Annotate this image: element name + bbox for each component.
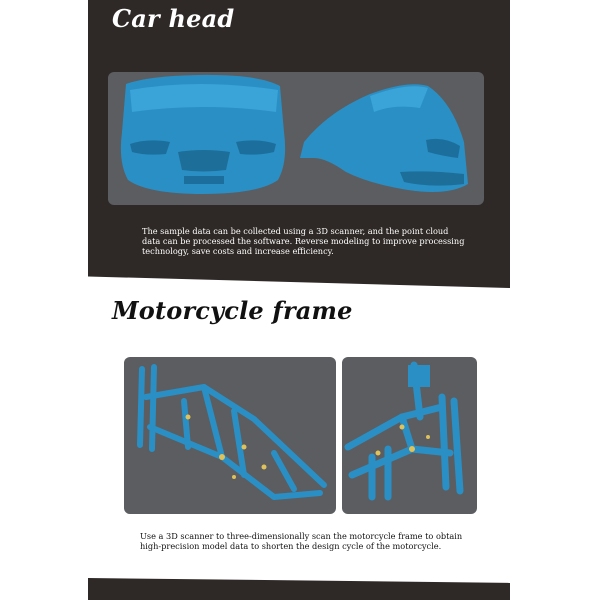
car-head-caption: The sample data can be collected using a 3D scanner, and the point cloud data can be processed the software. Reverse modeling to improve processing technology, save costs and increase efficiency. <box>142 226 465 256</box>
motorcycle-frame-scan-right <box>342 357 477 514</box>
motorcycle-frame-title: Motorcycle frame <box>112 296 353 325</box>
car-head-scan-image <box>108 72 484 205</box>
motorcycle-frame-rear-render <box>342 357 477 514</box>
bottom-dark-band <box>88 578 510 600</box>
motorcycle-frame-scan-left <box>124 357 336 514</box>
car-head-title: Car head <box>112 4 235 33</box>
motorcycle-frame-side-render <box>124 357 336 514</box>
motorcycle-frame-caption: Use a 3D scanner to three-dimensionally scan the motorcycle frame to obtain high-precision model data to shorten the design cycle of the motorcycle. <box>140 531 463 551</box>
car-head-scan-render <box>108 72 484 205</box>
